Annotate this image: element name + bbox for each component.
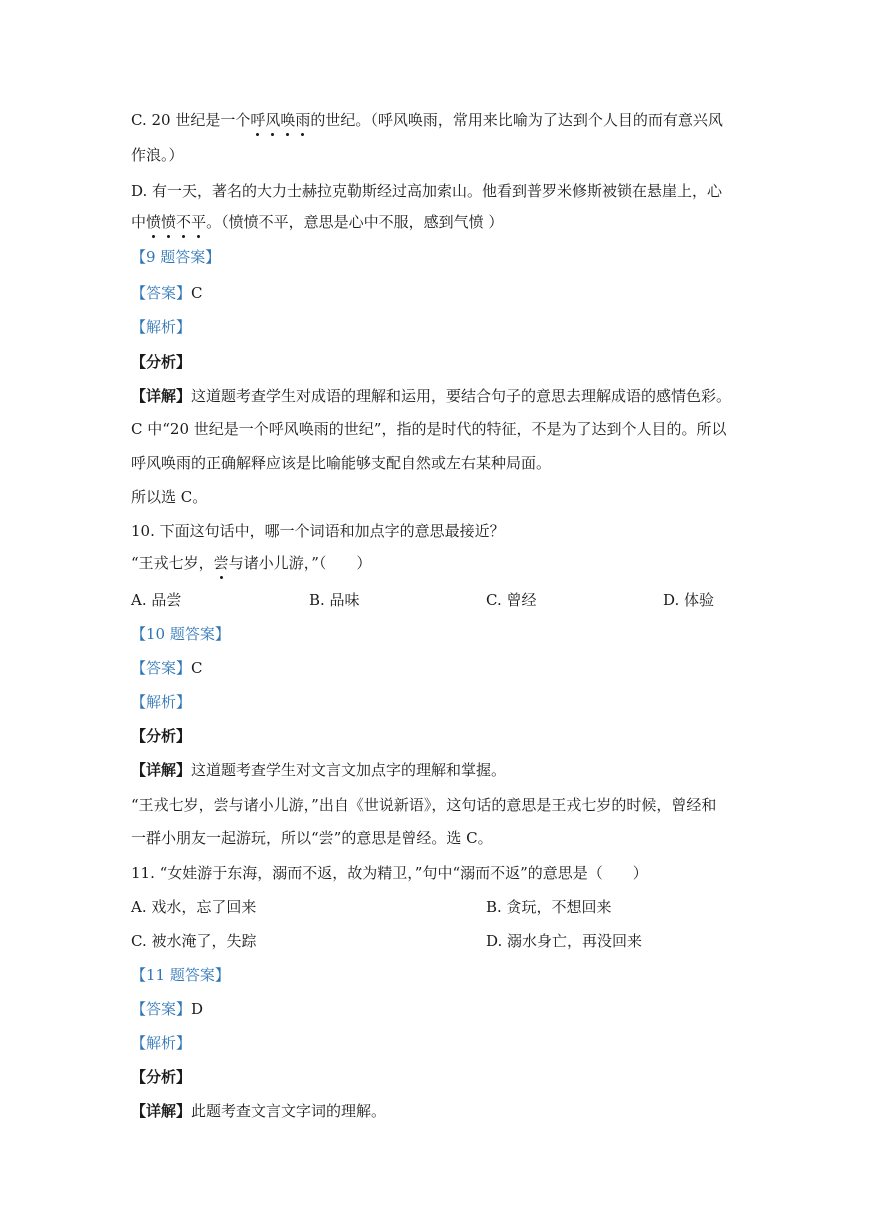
q11-option-b: B. 贪玩，不想回来: [486, 898, 612, 916]
dotted-char: 呼: [250, 111, 266, 129]
a11-detail-line1: 【详解】此题考查文言文字词的理解。: [131, 1102, 387, 1120]
q10-option-d: D. 体验: [663, 591, 715, 609]
q8-option-d-line1: D. 有一天，著名的大力士赫拉克勒斯经过高加索山。他看到普罗米修斯被锁在悬崖上，心: [131, 182, 723, 200]
answer-value: C: [191, 659, 203, 677]
q11-option-a: A. 戏水，忘了回来: [131, 898, 257, 916]
a9-detail-line2: C 中“20 世纪是一个呼风唤雨的世纪”，指的是时代的特征，不是为了达到个人目的。所以: [131, 420, 727, 438]
q8-option-c-line2: 作浪。）: [131, 146, 184, 164]
q10-stem: 10. 下面这句话中，哪一个词语和加点字的意思最接近？: [131, 522, 505, 540]
answer-label: 【答案】: [131, 284, 192, 302]
a9-analysis-label: 【解析】: [131, 318, 192, 336]
a9-heading: 【9 题答案】: [131, 248, 221, 266]
q10-option-a: A. 品尝: [131, 591, 182, 609]
q10-quote: “王戎七岁，尝与诸小儿游，”（ ）: [131, 554, 372, 572]
answer-label: 【答案】: [131, 1000, 192, 1018]
dotted-char: 不: [176, 213, 192, 231]
answer-value: D: [191, 1000, 204, 1018]
dotted-char: 愤: [146, 213, 162, 231]
a10-detail-line1: 【详解】这道题考查学生对文言文加点字的理解和掌握。: [131, 761, 507, 779]
dotted-char: 风: [265, 111, 281, 129]
a10-answer: [131, 658, 203, 678]
a11-heading: 【11 题答案】: [131, 966, 230, 984]
q8-option-d-line2: 中愤愤不平。（愤愤不平，意思是心中不服，感到气愤 ）: [131, 213, 504, 231]
detail-label: 【详解】: [131, 387, 192, 405]
dotted-char: 平: [191, 213, 207, 231]
a9-detail-line4: 所以选 C。: [131, 488, 208, 506]
detail-label: 【详解】: [131, 761, 192, 779]
a11-analysis-label: 【解析】: [131, 1034, 192, 1052]
detail-label: 【详解】: [131, 1102, 192, 1120]
a10-analysis-label: 【解析】: [131, 693, 192, 711]
q10-option-c: C. 曾经: [486, 591, 537, 609]
a9-detail-line1: 【详解】这道题考查学生对成语的理解和运用，要结合句子的意思去理解成语的感情色彩。: [131, 387, 732, 405]
a9-detail-line3: 呼风唤雨的正确解释应该是比喻能够支配自然或左右某种局面。: [131, 454, 552, 472]
a10-fenxi-label: 【分析】: [131, 727, 192, 745]
q11-option-c: C. 被水淹了，失踪: [131, 932, 257, 950]
answer-value: C: [191, 284, 203, 302]
a10-detail-line3: 一群小朋友一起游玩，所以“尝”的意思是曾经。选 C。: [131, 829, 493, 847]
answer-label: 【答案】: [131, 659, 192, 677]
a11-answer: [131, 999, 203, 1019]
a10-heading: 【10 题答案】: [131, 625, 230, 643]
a9-answer: [131, 283, 203, 303]
q11-stem: 11. “女娃游于东海，溺而不返，故为精卫，”句中“溺而不返”的意思是（ ）: [131, 864, 648, 882]
q8-option-c-line1: C. 20 世纪是一个呼风唤雨的世纪。（呼风唤雨，常用来比喻为了达到个人目的而有意兴风: [131, 111, 723, 129]
a9-fenxi-label: 【分析】: [131, 353, 192, 371]
q11-option-d: D. 溺水身亡，再没回来: [486, 932, 643, 950]
q10-option-b: B. 品味: [309, 591, 360, 609]
a11-fenxi-label: 【分析】: [131, 1068, 192, 1086]
dotted-char: 愤: [161, 213, 177, 231]
a10-detail-line2: “王戎七岁，尝与诸小儿游，”出自《世说新语》，这句话的意思是王戎七岁的时候，曾经和: [131, 796, 717, 814]
dotted-char: 雨: [295, 111, 311, 129]
dotted-char: 唤: [280, 111, 296, 129]
dotted-char: 尝: [213, 554, 229, 572]
